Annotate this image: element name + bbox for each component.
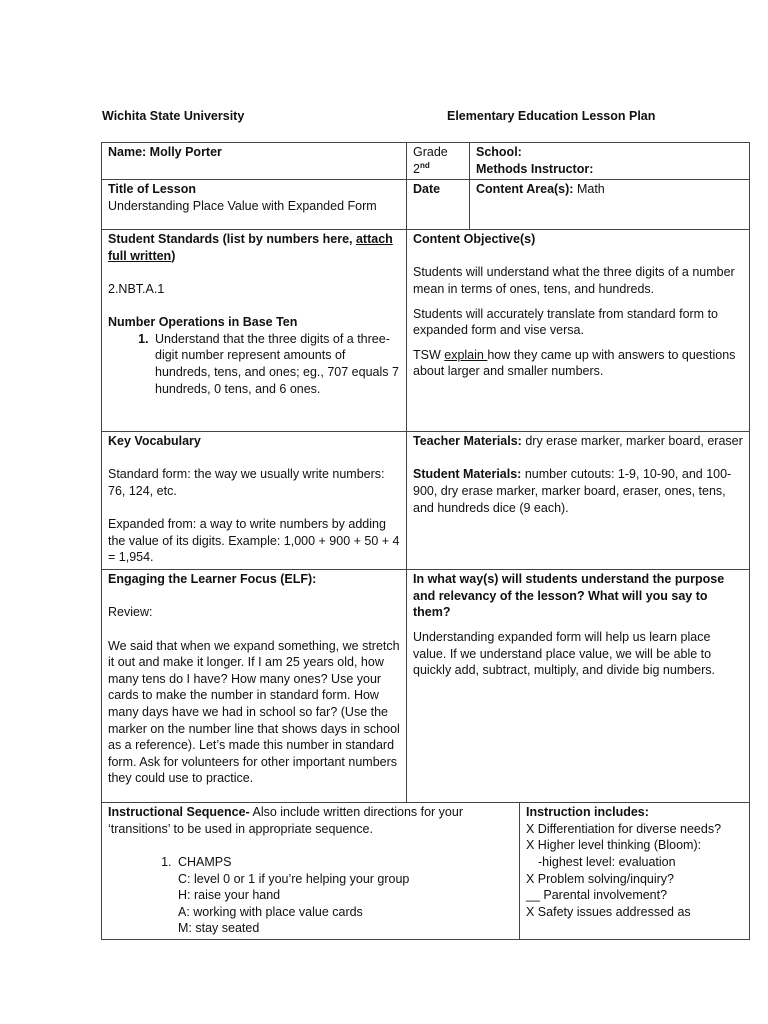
elf-review-label: Review: <box>108 605 153 620</box>
objective-2: Students will accurately translate from standard form to expanded form and vise versa. <box>413 306 718 338</box>
teacher-materials: Teacher Materials: dry erase marker, marker board, eraser <box>413 434 743 449</box>
elf-body: We said that when we expand something, we stretch it out and make it longer. If I am 25 years old, how many tens do I have? How many ones? Use your cards to make the number in standard form. How many days have we had in school so far? (Use the marker on the number line that shows days in school as a reference). Let’s made this number in standard form. Ask for volunteers for other important numbers they could use to practice. <box>108 638 400 786</box>
champs-title: CHAMPS <box>178 854 232 869</box>
content-area-label: Content Area(s): <box>476 182 574 197</box>
relevance-body: Understanding expanded form will help us learn place value. If we understand place value, we will be able to quickly add, subtract, multiply, and divide big numbers. <box>413 629 716 678</box>
objective-1: Students will understand what the three digits of a number mean in terms of ones, tens, and hundreds. <box>413 265 735 296</box>
relevance-cell <box>407 570 750 803</box>
grade-label: Grade <box>413 145 448 159</box>
materials-cell <box>407 432 750 570</box>
plan-title: Elementary Education Lesson Plan <box>447 109 656 123</box>
sequence-heading: Instructional Sequence- Also include written directions for your ‘transitions’ to be used in appropriate sequence. <box>108 805 463 836</box>
name-cell <box>102 143 407 180</box>
list-item: 1. Understand that the three digits of a three-digit number represent amounts of hundreds, tens, and ones; eg., 707 equals 7 hundreds, 0 tens, and 6 ones. <box>152 331 401 397</box>
relevance-heading: In what way(s) will students understand the purpose and relevancy of the lesson? What will you say to them? <box>413 572 725 620</box>
lesson-plan-table <box>101 142 750 940</box>
objectives-heading: Content Objective(s) <box>413 232 536 247</box>
row-name <box>102 143 750 180</box>
standards-subheading: Number Operations in Base Ten <box>108 315 298 330</box>
standards-list <box>108 331 401 397</box>
vocabulary-cell <box>102 432 407 570</box>
includes-higher-level: X Higher level thinking (Bloom): <box>526 838 702 853</box>
includes-heading: Instruction includes: <box>526 805 649 820</box>
includes-problem-solving: X Problem solving/inquiry? <box>526 871 674 886</box>
elf-cell <box>102 570 407 803</box>
school-cell <box>470 143 750 180</box>
includes-safety: X Safety issues addressed as <box>526 904 691 919</box>
student-materials: Student Materials: number cutouts: 1-9, 10-90, and 100-900, dry erase marker, marker board, eraser, ones, tens, and hundreds dice (9 each). <box>413 467 732 515</box>
champs-m: M: stay seated <box>178 921 260 936</box>
standard-code: 2.NBT.A.1 <box>108 281 165 296</box>
list-item <box>175 854 514 937</box>
grade-cell <box>407 143 470 180</box>
elf-heading: Engaging the Learner Focus (ELF): <box>108 572 317 587</box>
title-cell <box>102 180 407 230</box>
standards-heading: Student Standards (list by numbers here, attach full written) <box>108 232 393 263</box>
row-elf <box>102 570 750 803</box>
objectives-cell <box>407 230 750 432</box>
sequence-list <box>108 854 514 937</box>
university-name: Wichita State University <box>102 109 245 123</box>
content-area-cell <box>470 180 750 230</box>
school-label: School: <box>476 145 522 159</box>
standards-cell <box>102 230 407 432</box>
grade-value: 2nd <box>413 160 430 176</box>
includes-parental: __ Parental involvement? <box>526 888 668 903</box>
vocabulary-heading: Key Vocabulary <box>108 434 201 449</box>
vocabulary-standard-form: Standard form: the way we usually write numbers: 76, 124, etc. <box>108 467 385 498</box>
includes-differentiation: X Differentiation for diverse needs? <box>526 821 722 836</box>
row-standards <box>102 230 750 432</box>
row-vocabulary <box>102 432 750 570</box>
student-name: Name: Molly Porter <box>108 145 222 159</box>
champs-a: A: working with place value cards <box>178 904 363 919</box>
title-value: Understanding Place Value with Expanded Form <box>108 198 377 213</box>
row-sequence <box>102 803 750 940</box>
title-label: Title of Lesson <box>108 182 196 197</box>
champs-h: H: raise your hand <box>178 888 281 903</box>
includes-highest-level: -highest level: evaluation <box>538 854 676 869</box>
vocabulary-expanded-form: Expanded from: a way to write numbers by adding the value of its digits. Example: 1,000 + 900 + 50 + 4 = 1,954. <box>108 517 400 565</box>
date-label: Date <box>413 182 441 197</box>
includes-cell <box>520 803 750 940</box>
champs-c: C: level 0 or 1 if you’re helping your group <box>178 871 410 886</box>
date-cell <box>407 180 470 230</box>
content-area-value: Math <box>576 182 605 197</box>
objective-3: TSW explain how they came up with answers to questions about larger and smaller numbers. <box>413 347 736 379</box>
sequence-cell <box>102 803 520 940</box>
instructor-label: Methods Instructor: <box>476 161 594 176</box>
row-title <box>102 180 750 230</box>
